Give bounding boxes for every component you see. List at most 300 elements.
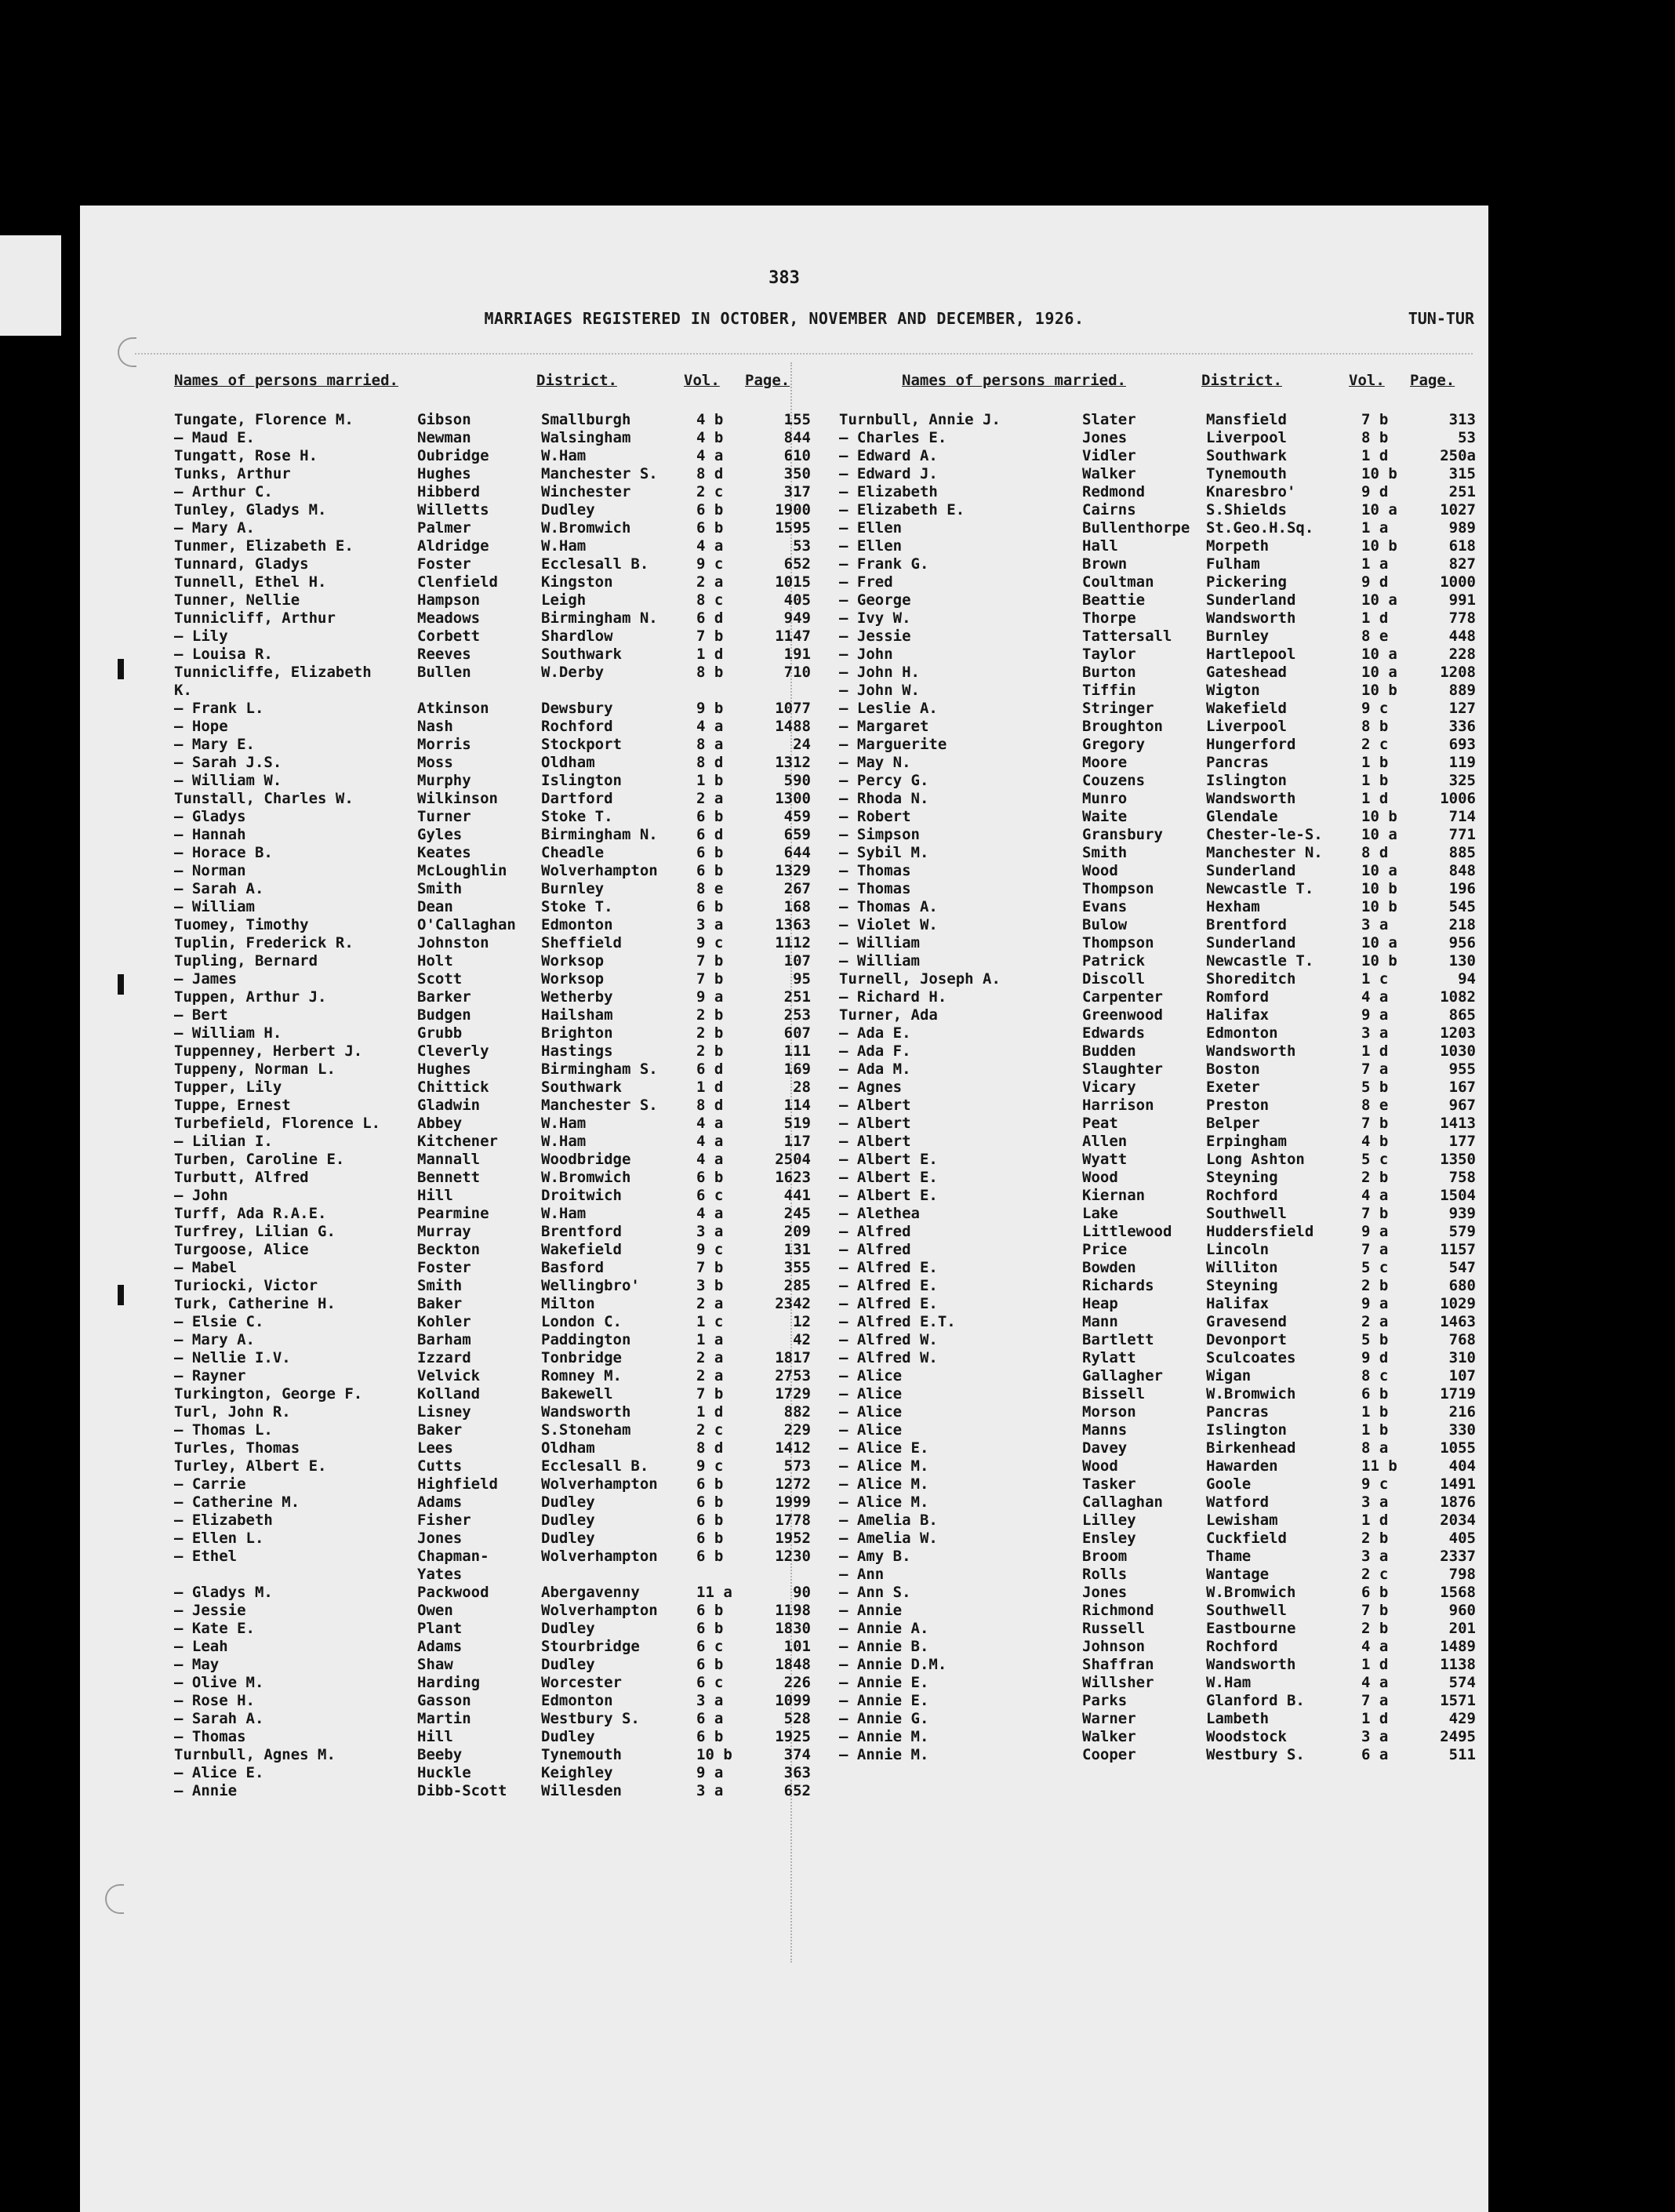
entry-name: — Jessie bbox=[839, 628, 911, 645]
entry-volume: 9 c bbox=[696, 934, 724, 951]
entry-district: Burnley bbox=[1206, 628, 1270, 645]
entry-name: Turner, Ada bbox=[839, 1006, 938, 1024]
entry-volume: 1 d bbox=[1361, 447, 1389, 464]
entry-name: — Elizabeth bbox=[839, 483, 938, 500]
entry-name: Tuppeny, Norman L. bbox=[174, 1061, 336, 1078]
entry-spouse-surname: Richmond bbox=[1082, 1602, 1154, 1619]
entry-volume: 6 b bbox=[696, 1530, 724, 1547]
left-entries bbox=[174, 411, 833, 1800]
entry-district: Lambeth bbox=[1206, 1710, 1270, 1727]
entry-name: — Ada F. bbox=[839, 1042, 911, 1060]
entry-row bbox=[174, 429, 833, 447]
entry-page: 1778 bbox=[775, 1512, 811, 1529]
entry-page: 1848 bbox=[775, 1656, 811, 1673]
entry-volume: 6 b bbox=[696, 862, 724, 879]
entry-district: Kingston bbox=[541, 573, 613, 591]
entry-row bbox=[839, 1638, 1488, 1656]
entry-page: 250a bbox=[1440, 447, 1476, 464]
entry-name: — Percy G. bbox=[839, 772, 929, 789]
entry-name: — Alice M. bbox=[839, 1475, 929, 1493]
entry-row bbox=[174, 1061, 833, 1079]
entry-district: Gateshead bbox=[1206, 664, 1287, 681]
entry-name: — Jessie bbox=[174, 1602, 246, 1619]
entry-district: Woodbridge bbox=[541, 1151, 631, 1168]
entry-page: 618 bbox=[1448, 537, 1476, 555]
entry-row bbox=[174, 844, 833, 862]
entry-page: 545 bbox=[1448, 898, 1476, 915]
entry-spouse-surname: Scott bbox=[417, 970, 463, 988]
entry-spouse-surname: Hill bbox=[417, 1728, 453, 1745]
entry-spouse-surname: Walker bbox=[1082, 1728, 1136, 1745]
entry-district: Hexham bbox=[1206, 898, 1260, 915]
entry-district: Wandsworth bbox=[1206, 790, 1296, 807]
entry-district: Wigan bbox=[1206, 1367, 1252, 1384]
entry-page: 1900 bbox=[775, 501, 811, 518]
entry-volume: 7 b bbox=[696, 1385, 724, 1403]
entry-district: Burnley bbox=[541, 880, 605, 897]
entry-row bbox=[174, 1710, 833, 1728]
entry-district: W.Ham bbox=[541, 1133, 587, 1150]
entry-spouse-surname: O'Callaghan bbox=[417, 916, 516, 933]
entry-spouse-surname: Lake bbox=[1082, 1205, 1118, 1222]
entry-name: — William bbox=[839, 952, 920, 970]
entry-district: Halifax bbox=[1206, 1295, 1270, 1312]
entry-name: Turnell, Joseph A. bbox=[839, 970, 1001, 988]
entry-name: — Lily bbox=[174, 628, 228, 645]
entry-volume: 10 b bbox=[1361, 898, 1397, 915]
entry-spouse-surname: Packwood bbox=[417, 1584, 489, 1601]
entry-volume: 6 c bbox=[696, 1674, 724, 1691]
entry-spouse-surname: Stringer bbox=[1082, 700, 1154, 717]
entry-volume: 6 b bbox=[696, 1548, 724, 1565]
entry-row bbox=[839, 411, 1488, 429]
entry-name: — Sarah A. bbox=[174, 880, 264, 897]
entry-row bbox=[839, 1151, 1488, 1169]
entry-district: Abergavenny bbox=[541, 1584, 640, 1601]
entry-spouse-surname: Lisney bbox=[417, 1403, 471, 1421]
entry-page: 168 bbox=[783, 898, 811, 915]
entry-district: Edmonton bbox=[1206, 1024, 1278, 1042]
entry-volume: 4 a bbox=[696, 1115, 724, 1132]
entry-volume: 10 a bbox=[1361, 501, 1397, 518]
entry-district: Mansfield bbox=[1206, 411, 1287, 428]
entry-district: Wigton bbox=[1206, 682, 1260, 699]
entry-row bbox=[174, 988, 833, 1006]
entry-spouse-surname: Vicary bbox=[1082, 1079, 1136, 1096]
entry-row bbox=[174, 1006, 833, 1024]
entry-volume: 9 a bbox=[696, 988, 724, 1006]
entry-district: Sunderland bbox=[1206, 862, 1296, 879]
entry-volume: 8 e bbox=[1361, 628, 1389, 645]
entry-spouse-surname: Chittick bbox=[417, 1079, 489, 1096]
entry-district: Belper bbox=[1206, 1115, 1260, 1132]
entry-name: — Agnes bbox=[839, 1079, 903, 1096]
entry-spouse-surname: Meadows bbox=[417, 609, 481, 627]
entry-spouse-surname: Reeves bbox=[417, 646, 471, 663]
entry-name: — Richard H. bbox=[839, 988, 947, 1006]
entry-volume: 4 a bbox=[696, 447, 724, 464]
entry-spouse-surname: Adams bbox=[417, 1493, 463, 1511]
entry-page: 1568 bbox=[1440, 1584, 1476, 1601]
entry-row bbox=[174, 1620, 833, 1638]
entry-volume: 2 a bbox=[696, 1295, 724, 1312]
entry-volume: 2 b bbox=[1361, 1620, 1389, 1637]
entry-page: 768 bbox=[1448, 1331, 1476, 1348]
entry-spouse-surname: Baker bbox=[417, 1295, 463, 1312]
entry-spouse-surname: Mannall bbox=[417, 1151, 481, 1168]
entry-spouse-surname: Harding bbox=[417, 1674, 481, 1691]
entry-district: Glanford B. bbox=[1206, 1692, 1305, 1709]
entry-volume: 9 c bbox=[1361, 700, 1389, 717]
entry-district: Steyning bbox=[1206, 1169, 1278, 1186]
entry-name: Tunnell, Ethel H. bbox=[174, 573, 327, 591]
entry-row bbox=[174, 664, 833, 682]
entry-page: 771 bbox=[1448, 826, 1476, 843]
entry-spouse-surname: Moore bbox=[1082, 754, 1128, 771]
entry-row bbox=[839, 537, 1488, 555]
entry-page: 53 bbox=[1458, 429, 1476, 446]
entry-spouse-surname: Lees bbox=[417, 1439, 453, 1457]
entry-row bbox=[174, 1024, 833, 1042]
entry-spouse-surname: Dean bbox=[417, 898, 453, 915]
entry-district: Watford bbox=[1206, 1493, 1270, 1511]
entry-page: 610 bbox=[783, 447, 811, 464]
entry-page: 251 bbox=[783, 988, 811, 1006]
entry-district: W.Ham bbox=[1206, 1674, 1252, 1691]
entry-spouse-surname: Bullenthorpe bbox=[1082, 519, 1190, 537]
entry-spouse-surname: Hampson bbox=[417, 591, 481, 609]
entry-name: Tunnicliff, Arthur bbox=[174, 609, 336, 627]
entry-district: Worksop bbox=[541, 970, 605, 988]
entry-page: 1413 bbox=[1440, 1115, 1476, 1132]
entry-volume: 1 c bbox=[696, 1313, 724, 1330]
entry-spouse-surname: Manns bbox=[1082, 1421, 1128, 1439]
entry-volume: 6 a bbox=[696, 1710, 724, 1727]
entry-volume: 7 b bbox=[696, 952, 724, 970]
entry-spouse-surname: Corbett bbox=[417, 628, 481, 645]
entry-name: — Ada M. bbox=[839, 1061, 911, 1078]
entry-spouse-surname: Bulow bbox=[1082, 916, 1128, 933]
entry-district: Cuckfield bbox=[1206, 1530, 1287, 1547]
entry-page: 177 bbox=[1448, 1133, 1476, 1150]
entry-row bbox=[839, 1223, 1488, 1241]
entry-volume: 2 a bbox=[696, 790, 724, 807]
entry-spouse-surname: Cairns bbox=[1082, 501, 1136, 518]
entry-row bbox=[174, 736, 833, 754]
entry-district: W.Derby bbox=[541, 664, 605, 681]
entry-volume: 10 a bbox=[1361, 934, 1397, 951]
entry-district: Stoke T. bbox=[541, 898, 613, 915]
entry-spouse-surname: Willsher bbox=[1082, 1674, 1154, 1691]
entry-volume: 6 b bbox=[1361, 1584, 1389, 1601]
header-page: Page. bbox=[1410, 372, 1455, 389]
entry-spouse-surname: Barker bbox=[417, 988, 471, 1006]
margin-mark bbox=[118, 659, 124, 679]
entry-spouse-surname: Cooper bbox=[1082, 1746, 1136, 1763]
entry-row bbox=[839, 1692, 1488, 1710]
entry-spouse-surname: Plant bbox=[417, 1620, 463, 1637]
entry-volume: 3 b bbox=[696, 1277, 724, 1294]
entry-name: Tuplin, Frederick R. bbox=[174, 934, 354, 951]
entry-district: Southwell bbox=[1206, 1205, 1287, 1222]
entry-name: Tupling, Bernard bbox=[174, 952, 318, 970]
entry-volume: 1 b bbox=[1361, 1403, 1389, 1421]
entry-volume: 6 b bbox=[696, 501, 724, 518]
entry-row bbox=[174, 573, 833, 591]
entry-spouse-surname: Abbey bbox=[417, 1115, 463, 1132]
entry-spouse-surname: McLoughlin bbox=[417, 862, 507, 879]
entry-name: — Albert bbox=[839, 1115, 911, 1132]
entry-district: Dewsbury bbox=[541, 700, 613, 717]
entry-district: Gravesend bbox=[1206, 1313, 1287, 1330]
entry-district: Islington bbox=[1206, 1421, 1287, 1439]
entry-name: Turff, Ada R.A.E. bbox=[174, 1205, 327, 1222]
entry-district: Eastbourne bbox=[1206, 1620, 1296, 1637]
entry-district: Shardlow bbox=[541, 628, 613, 645]
entry-page: 253 bbox=[783, 1006, 811, 1024]
entry-spouse-surname: Harrison bbox=[1082, 1097, 1154, 1114]
entry-volume: 10 b bbox=[1361, 952, 1397, 970]
entry-name: — Hannah bbox=[174, 826, 246, 843]
entry-spouse-surname: Richards bbox=[1082, 1277, 1154, 1294]
entry-row bbox=[174, 1223, 833, 1241]
entry-district: Lewisham bbox=[1206, 1512, 1278, 1529]
entry-row bbox=[174, 1133, 833, 1151]
entry-volume: 10 b bbox=[1361, 808, 1397, 825]
entry-name: — Mary E. bbox=[174, 736, 255, 753]
entry-volume: 1 d bbox=[1361, 609, 1389, 627]
entry-name: — Annie A. bbox=[839, 1620, 929, 1637]
entry-volume: 8 d bbox=[696, 1097, 724, 1114]
entry-page: 1491 bbox=[1440, 1475, 1476, 1493]
entry-volume: 9 a bbox=[1361, 1223, 1389, 1240]
entry-row bbox=[174, 772, 833, 790]
entry-page: 844 bbox=[783, 429, 811, 446]
entry-page: 1504 bbox=[1440, 1187, 1476, 1204]
entry-volume: 3 a bbox=[696, 1782, 724, 1799]
entry-row bbox=[839, 1674, 1488, 1692]
entry-spouse-surname: Adams bbox=[417, 1638, 463, 1655]
entry-district: Smallburgh bbox=[541, 411, 631, 428]
entry-district: Hawarden bbox=[1206, 1457, 1278, 1475]
entry-volume: 10 a bbox=[1361, 862, 1397, 879]
entry-volume: 6 b bbox=[696, 519, 724, 537]
entry-spouse-surname: Gyles bbox=[417, 826, 463, 843]
entry-row bbox=[174, 1042, 833, 1061]
entry-district: Manchester S. bbox=[541, 1097, 658, 1114]
entry-row bbox=[839, 646, 1488, 664]
entry-district: W.Ham bbox=[541, 1115, 587, 1132]
entry-name: — Arthur C. bbox=[174, 483, 273, 500]
entry-volume: 1 b bbox=[696, 772, 724, 789]
entry-row bbox=[839, 1133, 1488, 1151]
entry-spouse-surname: Wyatt bbox=[1082, 1151, 1128, 1168]
entry-name: Turben, Caroline E. bbox=[174, 1151, 345, 1168]
entry-spouse-surname: Rylatt bbox=[1082, 1349, 1136, 1366]
entry-row bbox=[839, 682, 1488, 700]
entry-spouse-surname: Kiernan bbox=[1082, 1187, 1146, 1204]
entry-volume: 8 e bbox=[1361, 1097, 1389, 1114]
entry-district: Keighley bbox=[541, 1764, 613, 1781]
entry-name: Tunner, Nellie bbox=[174, 591, 300, 609]
entry-spouse-surname: Hibberd bbox=[417, 483, 481, 500]
entry-name: Turl, John R. bbox=[174, 1403, 291, 1421]
entry-district: Paddington bbox=[541, 1331, 631, 1348]
entry-name: — John bbox=[174, 1187, 228, 1204]
entry-district: Liverpool bbox=[1206, 718, 1287, 735]
entry-row bbox=[839, 1295, 1488, 1313]
entry-district: Wolverhampton bbox=[541, 1548, 658, 1565]
entry-row bbox=[839, 736, 1488, 754]
entry-page: 1027 bbox=[1440, 501, 1476, 518]
entry-spouse-surname: Broom bbox=[1082, 1548, 1128, 1565]
entry-page: 1329 bbox=[775, 862, 811, 879]
entry-page: 404 bbox=[1448, 1457, 1476, 1475]
entry-name: Turley, Albert E. bbox=[174, 1457, 327, 1475]
entry-row bbox=[174, 1169, 833, 1187]
entry-volume: 7 b bbox=[696, 1259, 724, 1276]
entry-spouse-surname: Beattie bbox=[1082, 591, 1146, 609]
entry-name: Tupper, Lily bbox=[174, 1079, 282, 1096]
entry-name: — Sarah A. bbox=[174, 1710, 264, 1727]
entry-name: — Gladys M. bbox=[174, 1584, 273, 1601]
entry-name: — Hope bbox=[174, 718, 228, 735]
entry-district: Wolverhampton bbox=[541, 1602, 658, 1619]
entry-name: — Annie D.M. bbox=[839, 1656, 947, 1673]
entry-name: Tungatt, Rose H. bbox=[174, 447, 318, 464]
entry-name: — Robert bbox=[839, 808, 911, 825]
entry-volume: 6 b bbox=[696, 844, 724, 861]
entry-spouse-surname: Wood bbox=[1082, 1169, 1118, 1186]
entry-spouse-surname: Brown bbox=[1082, 555, 1128, 573]
entry-row bbox=[174, 1548, 833, 1566]
entry-volume: 2 c bbox=[1361, 736, 1389, 753]
entry-page: 519 bbox=[783, 1115, 811, 1132]
entry-page: 1203 bbox=[1440, 1024, 1476, 1042]
entry-district: Milton bbox=[541, 1295, 595, 1312]
entry-row bbox=[174, 1079, 833, 1097]
entry-spouse-surname: Patrick bbox=[1082, 952, 1146, 970]
entry-row bbox=[174, 700, 833, 718]
entry-spouse-surname: Gallagher bbox=[1082, 1367, 1163, 1384]
entry-district: Dudley bbox=[541, 1493, 595, 1511]
entry-spouse-surname: Kitchener bbox=[417, 1133, 498, 1150]
entry-volume: 4 a bbox=[696, 537, 724, 555]
entry-volume: 3 a bbox=[696, 1692, 724, 1709]
entry-district: Wandsworth bbox=[1206, 609, 1296, 627]
header-vol: Vol. bbox=[1349, 372, 1385, 389]
entry-name: — May N. bbox=[839, 754, 911, 771]
entry-row bbox=[174, 934, 833, 952]
entry-row bbox=[839, 1042, 1488, 1061]
entry-district: Dudley bbox=[541, 501, 595, 518]
entry-district: Stoke T. bbox=[541, 808, 613, 825]
entry-row bbox=[174, 1331, 833, 1349]
entry-spouse-surname: Clenfield bbox=[417, 573, 498, 591]
entry-name: — May bbox=[174, 1656, 220, 1673]
entry-name: — Frank G. bbox=[839, 555, 929, 573]
entry-district: Sunderland bbox=[1206, 591, 1296, 609]
entry-name: — Alfred E. bbox=[839, 1277, 938, 1294]
entry-row bbox=[174, 591, 833, 609]
entry-page: 2753 bbox=[775, 1367, 811, 1384]
entry-spouse-surname: Redmond bbox=[1082, 483, 1146, 500]
entry-name: — Rayner bbox=[174, 1367, 246, 1384]
entry-district: Long Ashton bbox=[1206, 1151, 1305, 1168]
entry-name: — Catherine M. bbox=[174, 1493, 300, 1511]
entry-name: — Ethel bbox=[174, 1548, 238, 1565]
entry-volume: 2 c bbox=[696, 1421, 724, 1439]
entry-name: — Mabel bbox=[174, 1259, 238, 1276]
entry-district: Morpeth bbox=[1206, 537, 1270, 555]
entry-page: 313 bbox=[1448, 411, 1476, 428]
entry-district: Dartford bbox=[541, 790, 613, 807]
entry-spouse-surname: Coultman bbox=[1082, 573, 1154, 591]
entry-district: Dudley bbox=[541, 1728, 595, 1745]
entry-page: 1489 bbox=[1440, 1638, 1476, 1655]
entry-district: Wandsworth bbox=[1206, 1656, 1296, 1673]
entry-spouse-surname: Gransbury bbox=[1082, 826, 1163, 843]
entry-district: Westbury S. bbox=[1206, 1746, 1305, 1763]
entry-volume: 1 d bbox=[1361, 1656, 1389, 1673]
entry-spouse-surname: Burton bbox=[1082, 664, 1136, 681]
entry-volume: 9 b bbox=[696, 700, 724, 717]
entry-name: — Albert bbox=[839, 1133, 911, 1150]
entry-name: — Thomas bbox=[839, 862, 911, 879]
entry-name: — Carrie bbox=[174, 1475, 246, 1493]
entry-name: — Alfred W. bbox=[839, 1331, 938, 1348]
entry-row bbox=[839, 898, 1488, 916]
entry-name: — Alice E. bbox=[174, 1764, 264, 1781]
entry-spouse-surname: Mann bbox=[1082, 1313, 1118, 1330]
entry-district: Birmingham N. bbox=[541, 826, 658, 843]
entry-page: 1623 bbox=[775, 1169, 811, 1186]
entry-spouse-surname: Budden bbox=[1082, 1042, 1136, 1060]
entry-district: Erpingham bbox=[1206, 1133, 1287, 1150]
entry-spouse-surname: Jones bbox=[1082, 429, 1128, 446]
entry-row bbox=[174, 447, 833, 465]
punch-hole-mark bbox=[105, 1884, 124, 1914]
entry-page: 119 bbox=[1448, 754, 1476, 771]
entry-name: — Albert E. bbox=[839, 1169, 938, 1186]
entry-name: — William W. bbox=[174, 772, 282, 789]
entry-volume: 8 d bbox=[1361, 844, 1389, 861]
entry-page: 2034 bbox=[1440, 1512, 1476, 1529]
entry-row bbox=[839, 465, 1488, 483]
entry-district: Preston bbox=[1206, 1097, 1270, 1114]
entry-district: Wolverhampton bbox=[541, 1475, 658, 1493]
entry-name: — Lilian I. bbox=[174, 1133, 273, 1150]
entry-volume: 3 a bbox=[1361, 1548, 1389, 1565]
entry-name: — Alice bbox=[839, 1403, 903, 1421]
entry-name: — George bbox=[839, 591, 911, 609]
entry-page: 114 bbox=[783, 1097, 811, 1114]
entry-row bbox=[174, 1295, 833, 1313]
entry-district: Huddersfield bbox=[1206, 1223, 1314, 1240]
entry-district: W.Ham bbox=[541, 447, 587, 464]
entry-volume: 4 a bbox=[696, 1205, 724, 1222]
entry-row bbox=[839, 1457, 1488, 1475]
entry-volume: 11 b bbox=[1361, 1457, 1397, 1475]
entry-row bbox=[174, 1728, 833, 1746]
entry-name: — William H. bbox=[174, 1024, 282, 1042]
entry-spouse-surname: Turner bbox=[417, 808, 471, 825]
entry-spouse-surname: Huckle bbox=[417, 1764, 471, 1781]
entry-page: 827 bbox=[1448, 555, 1476, 573]
entry-row bbox=[174, 1313, 833, 1331]
entry-volume: 10 a bbox=[1361, 664, 1397, 681]
entry-district: W.Bromwich bbox=[541, 519, 631, 537]
